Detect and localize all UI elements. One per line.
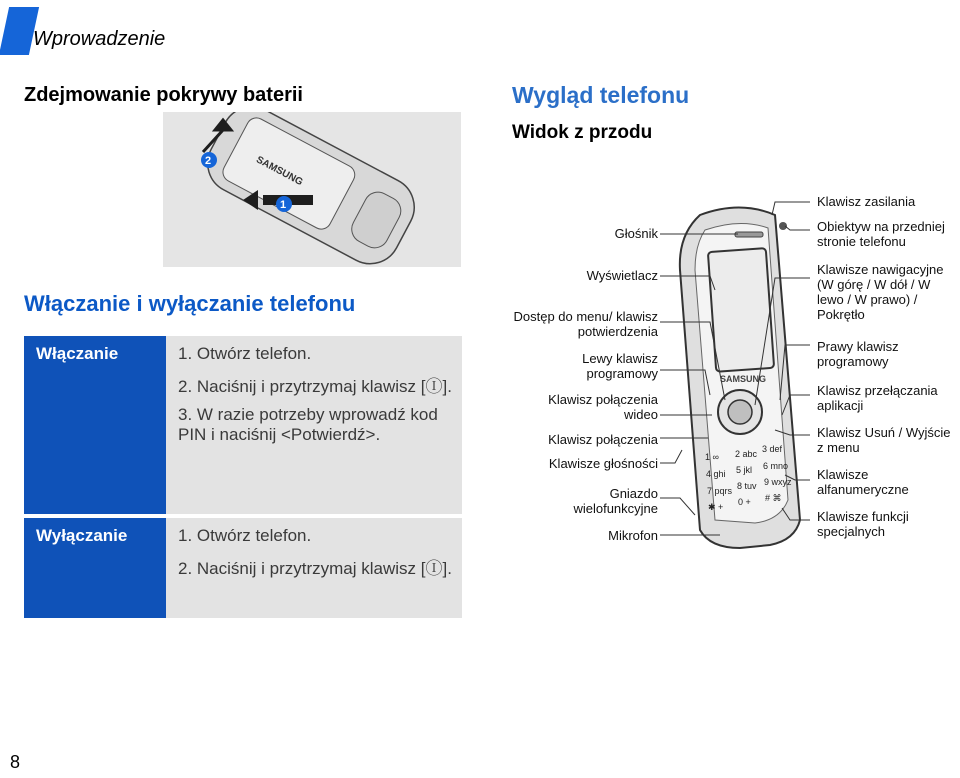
row-content-on [166,336,462,514]
svg-text:8 tuv: 8 tuv [737,481,757,491]
svg-text:5 jkl: 5 jkl [736,465,753,475]
svg-text:0 +: 0 + [738,497,751,507]
svg-text:SAMSUNG: SAMSUNG [254,154,305,189]
svg-text:1 ∞: 1 ∞ [705,452,719,462]
battery-section-title: Zdejmowanie pokrywy baterii [24,84,303,106]
step-text: 1. Otwórz telefon. [178,526,312,545]
label-special-keys: Klawisze funkcji specjalnych [817,509,909,539]
step-text: 2. Naciśnij i przytrzymaj klawisz [Ⓘ]. [178,559,452,578]
svg-text:✱ +: ✱ + [708,502,724,512]
step-text: 3. W razie potrzeby wprowadź kod PIN i naciśnij <Potwierdź>. [178,405,438,444]
label-nav-keys: Klawisze nawigacyjne (W górę / W dół / W lewo / W prawo) / Pokrętło [817,262,944,322]
label-microphone: Mikrofon [608,528,658,543]
step-text: 2. Naciśnij i przytrzymaj klawisz [Ⓘ]. [178,377,452,396]
label-display: Wyświetlacz [586,268,658,283]
power-row-off [24,518,462,618]
svg-text:9 wxyz: 9 wxyz [764,477,792,487]
label-multifunction-jack: Gniazdo wielofunkcyjne [573,486,658,516]
svg-text:2: 2 [205,155,212,167]
header-title: Wprowadzenie [33,28,166,50]
svg-text:SAMSUNG: SAMSUNG [720,374,767,384]
svg-text:2 abc: 2 abc [735,449,758,459]
label-volume-keys: Klawisze głośności [548,456,658,471]
phone-screen [708,248,774,372]
label-speaker: Głośnik [614,226,658,241]
power-table [24,336,462,618]
svg-text:4 ghi: 4 ghi [706,469,726,479]
svg-text:3 def: 3 def [762,444,783,454]
label-front-camera: Obiektyw na przedniej stronie telefonu [817,219,945,249]
page-number: 8 [10,752,21,772]
label-video-call-key: Klawisz połączenia wideo [548,392,658,422]
power-section-title: Włączanie i wyłączanie telefonu [24,291,356,316]
step-text: 1. Otwórz telefon. [178,344,312,363]
power-row-on [24,336,462,514]
label-menu-key: Dostęp do menu/ klawisz potwierdzenia [513,309,658,339]
label-power-key: Klawisz zasilania [817,194,916,209]
label-right-softkey: Prawy klawisz programowy [817,339,899,369]
label-app-switch-key: Klawisz przełączania aplikacji [817,383,938,413]
svg-text:1: 1 [280,199,287,211]
battery-illustration [163,112,461,267]
label-delete-key: Klawisz Usuń / Wyjście z menu [817,425,951,455]
row-label-off: Wyłączanie [24,518,166,618]
label-call-key: Klawisz połączenia [548,432,658,447]
svg-text:# ⌘: # ⌘ [765,493,782,503]
label-left-softkey: Lewy klawisz programowy [582,351,658,381]
row-content-off [166,518,462,618]
speaker-slot [735,232,763,237]
svg-text:7 pqrs: 7 pqrs [707,486,733,496]
battery-cover-drawing [163,112,461,267]
phone-section-subtitle: Widok z przodu [512,122,653,143]
phone-section-title: Wygląd telefonu [512,82,690,108]
svg-text:6 mno: 6 mno [763,461,789,471]
label-alphanumeric-keys: Klawisze alfanumeryczne [817,467,909,497]
row-label-on: Włączanie [24,336,166,514]
